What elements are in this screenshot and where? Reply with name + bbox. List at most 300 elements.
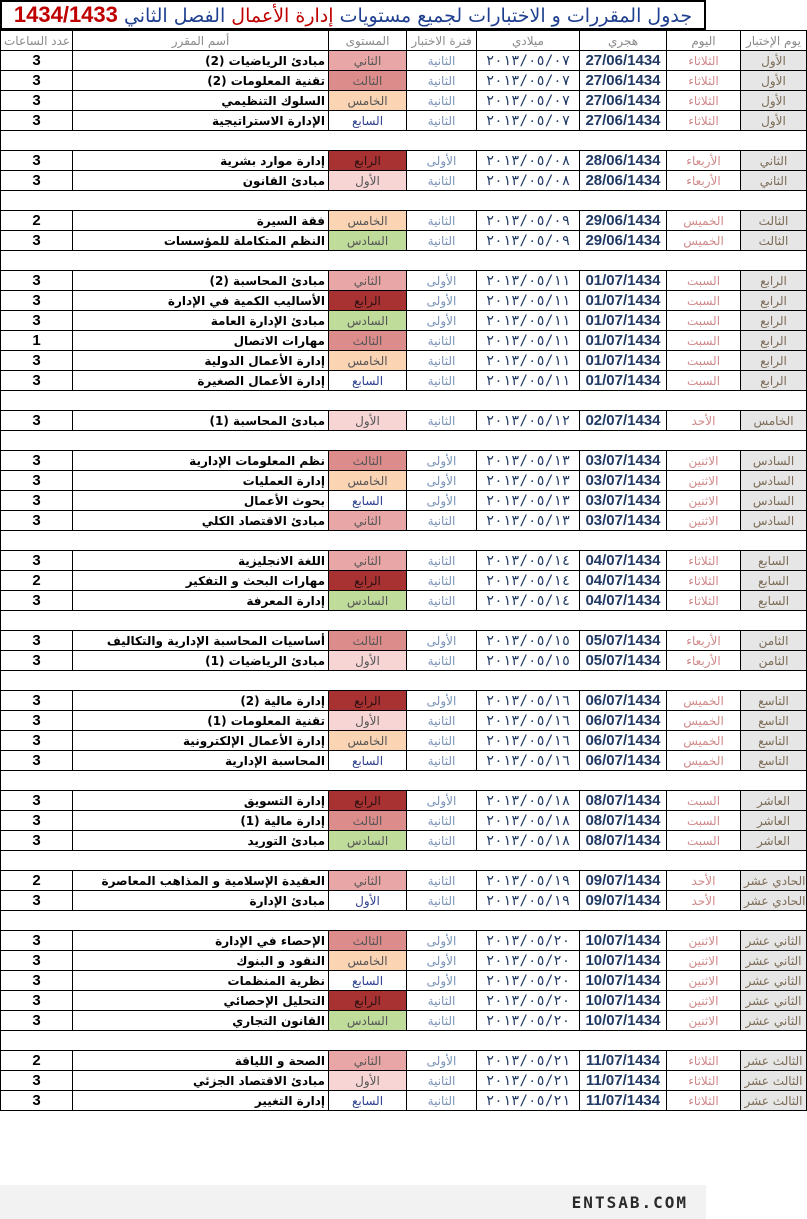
cell-exam-day: الأول	[741, 91, 807, 111]
cell-hijri-date: 29/06/1434	[580, 231, 667, 251]
cell-hijri-date: 10/07/1434	[580, 991, 667, 1011]
table-row	[1, 591, 807, 611]
table-row	[1, 931, 807, 951]
cell-course-name: الإدارة الاستراتيجية	[73, 111, 329, 131]
cell-weekday: الثلاثاء	[667, 571, 741, 591]
cell-level: السادس	[329, 1011, 407, 1031]
cell-weekday: الأحد	[667, 411, 741, 431]
cell-gregorian-date: ٢٠١٣/٠٥/١٢	[477, 411, 580, 431]
cell-level: الرابع	[329, 791, 407, 811]
cell-exam-day: التاسع	[741, 691, 807, 711]
cell-weekday: الثلاثاء	[667, 551, 741, 571]
group-separator	[1, 911, 807, 931]
cell-hours: 3	[1, 751, 73, 771]
cell-gregorian-date: ٢٠١٣/٠٥/٠٩	[477, 231, 580, 251]
cell-weekday: الاثنين	[667, 451, 741, 471]
cell-course-name: إدارة الأعمال الصغيرة	[73, 371, 329, 391]
cell-hijri-date: 03/07/1434	[580, 451, 667, 471]
cell-level: السابع	[329, 111, 407, 131]
cell-level: السادس	[329, 311, 407, 331]
cell-exam-day: الثاني عشر	[741, 951, 807, 971]
exam-schedule-table	[0, 30, 807, 1111]
title-years: 1434/1433	[13, 2, 118, 27]
cell-hours: 3	[1, 691, 73, 711]
separator-cell	[1, 531, 807, 551]
cell-gregorian-date: ٢٠١٣/٠٥/٠٧	[477, 111, 580, 131]
cell-gregorian-date: ٢٠١٣/٠٥/١٥	[477, 651, 580, 671]
table-row	[1, 1051, 807, 1071]
cell-level: الأول	[329, 171, 407, 191]
table-row	[1, 491, 807, 511]
cell-weekday: الاثنين	[667, 511, 741, 531]
cell-hijri-date: 04/07/1434	[580, 551, 667, 571]
table-row	[1, 231, 807, 251]
cell-hours: 3	[1, 971, 73, 991]
cell-exam-period: الثانية	[407, 731, 477, 751]
table-row	[1, 371, 807, 391]
cell-gregorian-date: ٢٠١٣/٠٥/١٣	[477, 451, 580, 471]
cell-level: الثالث	[329, 331, 407, 351]
table-row	[1, 691, 807, 711]
cell-level: الثالث	[329, 451, 407, 471]
cell-exam-day: الخامس	[741, 411, 807, 431]
cell-level: الخامس	[329, 731, 407, 751]
cell-hijri-date: 11/07/1434	[580, 1091, 667, 1111]
cell-exam-period: الأولى	[407, 471, 477, 491]
cell-gregorian-date: ٢٠١٣/٠٥/٠٨	[477, 171, 580, 191]
cell-hours: 3	[1, 951, 73, 971]
cell-hijri-date: 11/07/1434	[580, 1071, 667, 1091]
cell-exam-day: التاسع	[741, 751, 807, 771]
table-row	[1, 291, 807, 311]
cell-gregorian-date: ٢٠١٣/٠٥/١٤	[477, 551, 580, 571]
cell-course-name: اللغة الانجليزية	[73, 551, 329, 571]
cell-weekday: الأحد	[667, 871, 741, 891]
cell-hijri-date: 05/07/1434	[580, 631, 667, 651]
cell-hijri-date: 08/07/1434	[580, 791, 667, 811]
cell-weekday: الأربعاء	[667, 631, 741, 651]
cell-course-name: إدارة مالية (2)	[73, 691, 329, 711]
table-row	[1, 571, 807, 591]
cell-course-name: النظم المتكاملة للمؤسسات	[73, 231, 329, 251]
separator-cell	[1, 131, 807, 151]
cell-weekday: الخميس	[667, 751, 741, 771]
cell-weekday: الاثنين	[667, 931, 741, 951]
cell-exam-period: الأولى	[407, 931, 477, 951]
cell-hours: 3	[1, 731, 73, 751]
cell-course-name: مبادئ الرياضيات (2)	[73, 51, 329, 71]
cell-exam-day: الثالث	[741, 231, 807, 251]
cell-hijri-date: 06/07/1434	[580, 731, 667, 751]
cell-exam-period: الثانية	[407, 991, 477, 1011]
cell-gregorian-date: ٢٠١٣/٠٥/١٩	[477, 871, 580, 891]
cell-exam-period: الثانية	[407, 811, 477, 831]
separator-cell	[1, 251, 807, 271]
cell-gregorian-date: ٢٠١٣/٠٥/١١	[477, 271, 580, 291]
cell-course-name: التحليل الإحصائي	[73, 991, 329, 1011]
cell-hours: 2	[1, 571, 73, 591]
cell-weekday: الاثنين	[667, 1011, 741, 1031]
title-semester: الفصل الثاني	[123, 5, 226, 27]
cell-level: الأول	[329, 651, 407, 671]
cell-hours: 3	[1, 451, 73, 471]
header-level: المستوى	[329, 31, 407, 51]
cell-gregorian-date: ٢٠١٣/٠٥/٢١	[477, 1091, 580, 1111]
cell-exam-period: الثانية	[407, 91, 477, 111]
cell-course-name: مبادئ الاقتصاد الكلي	[73, 511, 329, 531]
cell-level: السادس	[329, 591, 407, 611]
cell-exam-period: الأولى	[407, 271, 477, 291]
table-row	[1, 91, 807, 111]
table-row	[1, 311, 807, 331]
cell-course-name: نظم المعلومات الإدارية	[73, 451, 329, 471]
cell-exam-period: الثانية	[407, 71, 477, 91]
cell-weekday: الخميس	[667, 711, 741, 731]
cell-hours: 3	[1, 1071, 73, 1091]
cell-exam-period: الثانية	[407, 711, 477, 731]
cell-gregorian-date: ٢٠١٣/٠٥/٢٠	[477, 931, 580, 951]
cell-hijri-date: 10/07/1434	[580, 931, 667, 951]
table-row	[1, 1091, 807, 1111]
table-row	[1, 71, 807, 91]
separator-cell	[1, 391, 807, 411]
cell-hours: 3	[1, 351, 73, 371]
table-row	[1, 411, 807, 431]
cell-weekday: الثلاثاء	[667, 71, 741, 91]
cell-level: الأول	[329, 411, 407, 431]
cell-hijri-date: 08/07/1434	[580, 811, 667, 831]
cell-exam-period: الثانية	[407, 591, 477, 611]
cell-hours: 3	[1, 631, 73, 651]
cell-weekday: الثلاثاء	[667, 111, 741, 131]
cell-weekday: الاثنين	[667, 971, 741, 991]
cell-level: الخامس	[329, 211, 407, 231]
cell-gregorian-date: ٢٠١٣/٠٥/٢٠	[477, 991, 580, 1011]
cell-exam-day: الثالث	[741, 211, 807, 231]
cell-gregorian-date: ٢٠١٣/٠٥/١٣	[477, 471, 580, 491]
cell-level: الرابع	[329, 991, 407, 1011]
cell-weekday: الثلاثاء	[667, 91, 741, 111]
cell-exam-day: الثاني عشر	[741, 971, 807, 991]
cell-hijri-date: 02/07/1434	[580, 411, 667, 431]
cell-weekday: السبت	[667, 831, 741, 851]
title-prefix: جدول المقررات و الاختبارات لجميع مستويات	[339, 5, 693, 27]
cell-hijri-date: 11/07/1434	[580, 1051, 667, 1071]
cell-course-name: مبادئ الرياضيات (1)	[73, 651, 329, 671]
cell-weekday: الأربعاء	[667, 151, 741, 171]
cell-gregorian-date: ٢٠١٣/٠٥/٢١	[477, 1071, 580, 1091]
cell-exam-day: السابع	[741, 551, 807, 571]
cell-hours: 3	[1, 891, 73, 911]
table-row	[1, 891, 807, 911]
cell-hijri-date: 01/07/1434	[580, 271, 667, 291]
cell-hours: 1	[1, 331, 73, 351]
cell-exam-period: الثانية	[407, 751, 477, 771]
cell-exam-day: الثامن	[741, 651, 807, 671]
cell-hours: 3	[1, 831, 73, 851]
cell-hijri-date: 01/07/1434	[580, 351, 667, 371]
cell-exam-period: الثانية	[407, 211, 477, 231]
cell-level: الثاني	[329, 271, 407, 291]
cell-level: الخامس	[329, 951, 407, 971]
cell-exam-day: السادس	[741, 491, 807, 511]
cell-hours: 3	[1, 291, 73, 311]
cell-gregorian-date: ٢٠١٣/٠٥/٠٧	[477, 51, 580, 71]
cell-hours: 3	[1, 111, 73, 131]
cell-level: الثالث	[329, 811, 407, 831]
table-row	[1, 811, 807, 831]
cell-exam-period: الثانية	[407, 111, 477, 131]
cell-hours: 3	[1, 651, 73, 671]
cell-hijri-date: 27/06/1434	[580, 71, 667, 91]
group-separator	[1, 671, 807, 691]
cell-gregorian-date: ٢٠١٣/٠٥/١٥	[477, 631, 580, 651]
cell-course-name: إدارة العمليات	[73, 471, 329, 491]
cell-gregorian-date: ٢٠١٣/٠٥/١٦	[477, 731, 580, 751]
cell-hours: 3	[1, 1011, 73, 1031]
cell-exam-day: العاشر	[741, 831, 807, 851]
cell-hijri-date: 04/07/1434	[580, 591, 667, 611]
cell-weekday: السبت	[667, 351, 741, 371]
cell-exam-period: الثانية	[407, 1071, 477, 1091]
cell-hijri-date: 10/07/1434	[580, 951, 667, 971]
cell-level: السابع	[329, 751, 407, 771]
cell-course-name: مبادئ القانون	[73, 171, 329, 191]
table-row	[1, 51, 807, 71]
cell-level: السابع	[329, 371, 407, 391]
header-hours: عدد الساعات	[1, 31, 73, 51]
cell-weekday: الاثنين	[667, 471, 741, 491]
cell-course-name: مبادئ الإدارة العامة	[73, 311, 329, 331]
table-row	[1, 951, 807, 971]
cell-gregorian-date: ٢٠١٣/٠٥/١٨	[477, 831, 580, 851]
cell-weekday: الاثنين	[667, 491, 741, 511]
separator-cell	[1, 191, 807, 211]
group-separator	[1, 391, 807, 411]
table-row	[1, 791, 807, 811]
cell-gregorian-date: ٢٠١٣/٠٥/١٨	[477, 811, 580, 831]
group-separator	[1, 611, 807, 631]
cell-exam-day: الرابع	[741, 291, 807, 311]
cell-exam-day: الثالث عشر	[741, 1051, 807, 1071]
separator-cell	[1, 431, 807, 451]
cell-exam-period: الثانية	[407, 551, 477, 571]
cell-hours: 3	[1, 711, 73, 731]
cell-hijri-date: 10/07/1434	[580, 971, 667, 991]
table-row	[1, 991, 807, 1011]
cell-exam-period: الثانية	[407, 331, 477, 351]
cell-exam-day: السادس	[741, 511, 807, 531]
cell-weekday: الثلاثاء	[667, 1051, 741, 1071]
table-row	[1, 651, 807, 671]
cell-exam-period: الثانية	[407, 1091, 477, 1111]
cell-hijri-date: 03/07/1434	[580, 511, 667, 531]
cell-exam-period: الثانية	[407, 351, 477, 371]
cell-weekday: الاثنين	[667, 951, 741, 971]
cell-exam-period: الأولى	[407, 311, 477, 331]
cell-gregorian-date: ٢٠١٣/٠٥/٠٧	[477, 91, 580, 111]
cell-exam-day: التاسع	[741, 731, 807, 751]
cell-hours: 3	[1, 791, 73, 811]
table-row	[1, 111, 807, 131]
cell-gregorian-date: ٢٠١٣/٠٥/١٤	[477, 591, 580, 611]
cell-level: الثاني	[329, 551, 407, 571]
cell-exam-day: الثامن	[741, 631, 807, 651]
cell-hijri-date: 09/07/1434	[580, 871, 667, 891]
group-separator	[1, 851, 807, 871]
cell-gregorian-date: ٢٠١٣/٠٥/١١	[477, 371, 580, 391]
cell-course-name: تقنية المعلومات (2)	[73, 71, 329, 91]
cell-weekday: الثلاثاء	[667, 51, 741, 71]
cell-gregorian-date: ٢٠١٣/٠٥/١٦	[477, 691, 580, 711]
cell-weekday: الاثنين	[667, 991, 741, 1011]
cell-course-name: مهارات الاتصال	[73, 331, 329, 351]
header-hijri: هجري	[580, 31, 667, 51]
cell-weekday: الأربعاء	[667, 651, 741, 671]
cell-exam-period: الثانية	[407, 871, 477, 891]
cell-exam-day: السابع	[741, 571, 807, 591]
cell-exam-period: الأولى	[407, 1051, 477, 1071]
cell-level: الأول	[329, 711, 407, 731]
cell-hijri-date: 08/07/1434	[580, 831, 667, 851]
cell-level: السادس	[329, 831, 407, 851]
cell-course-name: العقيدة الإسلامية و المذاهب المعاصرة	[73, 871, 329, 891]
cell-exam-period: الأولى	[407, 291, 477, 311]
schedule-body	[1, 51, 807, 1111]
table-row	[1, 551, 807, 571]
cell-weekday: الأربعاء	[667, 171, 741, 191]
cell-weekday: السبت	[667, 291, 741, 311]
group-separator	[1, 771, 807, 791]
table-row	[1, 151, 807, 171]
cell-weekday: الثلاثاء	[667, 1071, 741, 1091]
cell-gregorian-date: ٢٠١٣/٠٥/١٣	[477, 511, 580, 531]
table-row	[1, 471, 807, 491]
cell-hijri-date: 06/07/1434	[580, 711, 667, 731]
cell-exam-day: التاسع	[741, 711, 807, 731]
cell-gregorian-date: ٢٠١٣/٠٥/١١	[477, 351, 580, 371]
cell-gregorian-date: ٢٠١٣/٠٥/٠٩	[477, 211, 580, 231]
cell-hours: 3	[1, 311, 73, 331]
cell-level: الرابع	[329, 571, 407, 591]
cell-gregorian-date: ٢٠١٣/٠٥/٢٠	[477, 1011, 580, 1031]
table-row	[1, 711, 807, 731]
cell-exam-period: الأولى	[407, 791, 477, 811]
cell-exam-period: الثانية	[407, 371, 477, 391]
cell-course-name: مبادئ الإدارة	[73, 891, 329, 911]
header-period: فترة الاختبار	[407, 31, 477, 51]
cell-hours: 3	[1, 811, 73, 831]
cell-weekday: الثلاثاء	[667, 591, 741, 611]
cell-exam-period: الثانية	[407, 51, 477, 71]
cell-course-name: السلوك التنظيمي	[73, 91, 329, 111]
cell-hijri-date: 01/07/1434	[580, 291, 667, 311]
separator-cell	[1, 771, 807, 791]
cell-exam-period: الثانية	[407, 891, 477, 911]
cell-gregorian-date: ٢٠١٣/٠٥/١١	[477, 311, 580, 331]
cell-exam-day: الثاني	[741, 171, 807, 191]
table-row	[1, 271, 807, 291]
table-row	[1, 831, 807, 851]
cell-exam-period: الأولى	[407, 451, 477, 471]
cell-exam-day: الأول	[741, 71, 807, 91]
cell-exam-day: السادس	[741, 471, 807, 491]
cell-exam-period: الثانية	[407, 231, 477, 251]
cell-exam-day: الثاني عشر	[741, 1011, 807, 1031]
header-day: اليوم	[667, 31, 741, 51]
cell-level: الثاني	[329, 511, 407, 531]
cell-course-name: الصحة و اللياقة	[73, 1051, 329, 1071]
cell-exam-day: الرابع	[741, 271, 807, 291]
cell-exam-period: الثانية	[407, 1011, 477, 1031]
cell-level: الأول	[329, 1071, 407, 1091]
cell-gregorian-date: ٢٠١٣/٠٥/٢٠	[477, 951, 580, 971]
table-row	[1, 971, 807, 991]
cell-gregorian-date: ٢٠١٣/٠٥/١١	[477, 331, 580, 351]
cell-exam-day: السابع	[741, 591, 807, 611]
cell-gregorian-date: ٢٠١٣/٠٥/١٦	[477, 751, 580, 771]
cell-exam-period: الثانية	[407, 831, 477, 851]
cell-hours: 3	[1, 271, 73, 291]
cell-hours: 3	[1, 51, 73, 71]
cell-course-name: الإحصاء في الإدارة	[73, 931, 329, 951]
cell-course-name: إدارة الأعمال الدولية	[73, 351, 329, 371]
cell-course-name: مهارات البحث و التفكير	[73, 571, 329, 591]
cell-gregorian-date: ٢٠١٣/٠٥/٢١	[477, 1051, 580, 1071]
cell-level: الأول	[329, 891, 407, 911]
group-separator	[1, 131, 807, 151]
table-row	[1, 451, 807, 471]
cell-exam-day: الثالث عشر	[741, 1091, 807, 1111]
cell-course-name: إدارة مالية (1)	[73, 811, 329, 831]
title-dept: إدارة الأعمال	[231, 5, 334, 27]
page-title	[0, 0, 706, 30]
cell-weekday: السبت	[667, 371, 741, 391]
cell-weekday: الخميس	[667, 691, 741, 711]
group-separator	[1, 251, 807, 271]
separator-cell	[1, 911, 807, 931]
cell-hijri-date: 03/07/1434	[580, 491, 667, 511]
cell-hijri-date: 10/07/1434	[580, 1011, 667, 1031]
cell-exam-day: السادس	[741, 451, 807, 471]
table-row	[1, 751, 807, 771]
cell-hijri-date: 01/07/1434	[580, 311, 667, 331]
cell-exam-period: الثانية	[407, 171, 477, 191]
cell-hours: 3	[1, 591, 73, 611]
separator-cell	[1, 851, 807, 871]
cell-weekday: السبت	[667, 791, 741, 811]
cell-hours: 3	[1, 1091, 73, 1111]
cell-level: السابع	[329, 1091, 407, 1111]
cell-course-name: بحوث الأعمال	[73, 491, 329, 511]
cell-level: السادس	[329, 231, 407, 251]
cell-exam-period: الثانية	[407, 651, 477, 671]
cell-level: الثالث	[329, 631, 407, 651]
cell-course-name: إدارة موارد بشرية	[73, 151, 329, 171]
cell-gregorian-date: ٢٠١٣/٠٥/١٦	[477, 711, 580, 731]
cell-gregorian-date: ٢٠١٣/٠٥/١٩	[477, 891, 580, 911]
cell-level: الخامس	[329, 471, 407, 491]
cell-exam-day: الرابع	[741, 351, 807, 371]
cell-hours: 3	[1, 171, 73, 191]
cell-hijri-date: 06/07/1434	[580, 751, 667, 771]
cell-course-name: مبادئ الاقتصاد الجزئي	[73, 1071, 329, 1091]
cell-hijri-date: 06/07/1434	[580, 691, 667, 711]
cell-hijri-date: 28/06/1434	[580, 151, 667, 171]
table-row	[1, 331, 807, 351]
table-row	[1, 631, 807, 651]
cell-course-name: إدارة المعرفة	[73, 591, 329, 611]
